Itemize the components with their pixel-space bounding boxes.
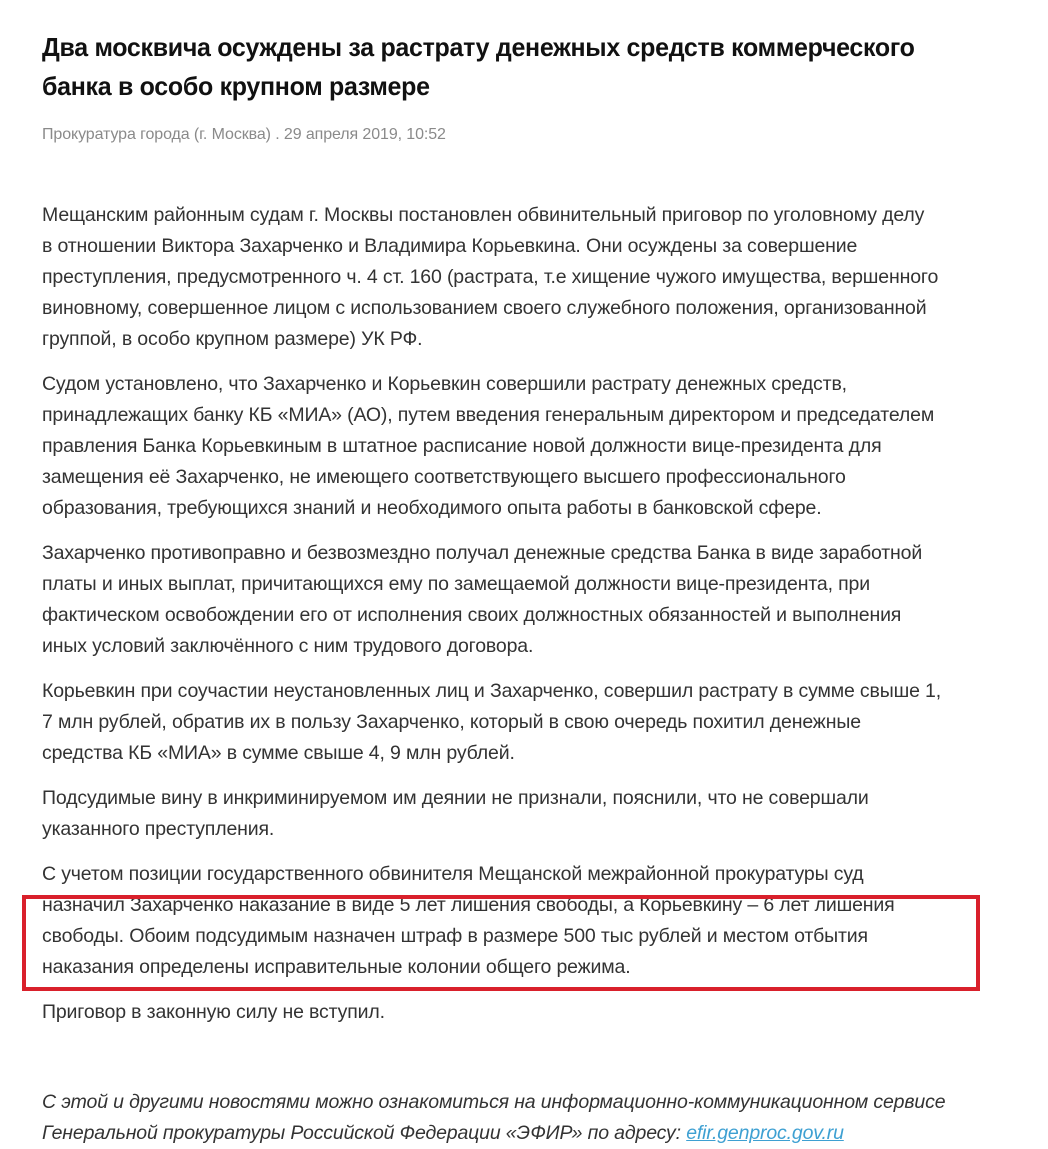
text-line: назначил Захарченко наказание в виде 5 лет лишения свободы, а Корьевкину – 6 лет лишения xyxy=(42,894,895,916)
text-line: принадлежащих банку КБ «МИА» (АО), путем введения генеральным директором и председателем xyxy=(42,404,935,426)
paragraph-plea xyxy=(42,783,1017,845)
article-title xyxy=(42,28,944,106)
text-line: правления Банка Корьевкиным в штатное расписание новой должности вице-президента для xyxy=(42,435,882,457)
text-line: Судом установлено, что Захарченко и Корьевкин совершили растрату денежных средств, xyxy=(42,373,847,395)
title-line: Два москвича осуждены за растрату денежных средств коммерческого xyxy=(42,32,915,62)
text-line: замещения её Захарченко, не имеющего соответствующего высшего профессионального xyxy=(42,466,846,488)
footer-line-text: Генеральной прокуратуры Российской Федерации «ЭФИР» по адресу: xyxy=(42,1122,687,1144)
article-meta: Прокуратура города (г. Москва) . 29 апреля 2019, 10:52 xyxy=(42,126,446,143)
text-line: преступления, предусмотренного ч. 4 ст. 160 (растрата, т.е хищение чужого имущества, вершенного xyxy=(42,266,939,288)
text-line: 7 млн рублей, обратив их в пользу Захарченко, который в свою очередь похитил денежные xyxy=(42,711,861,733)
title-line: банка в особо крупном размере xyxy=(42,71,430,101)
text-line: Захарченко противоправно и безвозмездно получал денежные средства Банка в виде заработной xyxy=(42,542,923,564)
text-line: образования, требующихся знаний и необходимого опыта работы в банковской сфере. xyxy=(42,497,822,519)
paragraph-court-findings xyxy=(42,369,1017,524)
text-line: указанного преступления. xyxy=(42,818,275,840)
text-line: виновному, совершенное лицом с использованием своего служебного положения, организованной xyxy=(42,297,927,319)
footer-line: С этой и другими новостями можно ознакомиться на информационно-коммуникационном сервисе xyxy=(42,1091,946,1113)
text-line: свободы. Обоим подсудимым назначен штраф в размере 500 тыс рублей и местом отбытия xyxy=(42,925,868,947)
text-line: иных условий заключённого с ним трудового договора. xyxy=(42,635,534,657)
text-line: платы и иных выплат, причитающихся ему по замещаемой должности вице-президента, при xyxy=(42,573,870,595)
text-line: Подсудимые вину в инкриминируемом им деянии не признали, пояснили, что не совершали xyxy=(42,787,869,809)
article-body xyxy=(42,200,1017,1042)
paragraph-salary xyxy=(42,538,1017,662)
text-line: в отношении Виктора Захарченко и Владимира Корьевкина. Они осуждены за совершение xyxy=(42,235,858,257)
text-line: средства КБ «МИА» в сумме свыше 4, 9 млн рублей. xyxy=(42,742,515,764)
text-line: группой, в особо крупном размере) УК РФ. xyxy=(42,328,423,350)
efir-link[interactable]: efir.genproc.gov.ru xyxy=(686,1122,844,1144)
paragraph-embezzlement-amount xyxy=(42,676,1017,769)
article xyxy=(42,28,1022,1023)
paragraph-verdict xyxy=(42,200,1017,355)
text-line: наказания определены исправительные колонии общего режима. xyxy=(42,956,631,978)
paragraph-not-in-force xyxy=(42,997,1017,1028)
footer-line xyxy=(42,1118,1032,1149)
text-line: С учетом позиции государственного обвинителя Мещанской межрайонной прокуратуры суд xyxy=(42,863,864,885)
text-line: фактическом освобождении его от исполнения своих должностных обязанностей и выполнения xyxy=(42,604,902,626)
paragraph-sentence xyxy=(42,859,1017,983)
text-line: Приговор в законную силу не вступил. xyxy=(42,1001,385,1023)
text-line: Мещанским районным судам г. Москвы постановлен обвинительный приговор по уголовному делу xyxy=(42,204,925,226)
text-line: Корьевкин при соучастии неустановленных лиц и Захарченко, совершил растрату в сумме свыше 1, xyxy=(42,680,942,702)
